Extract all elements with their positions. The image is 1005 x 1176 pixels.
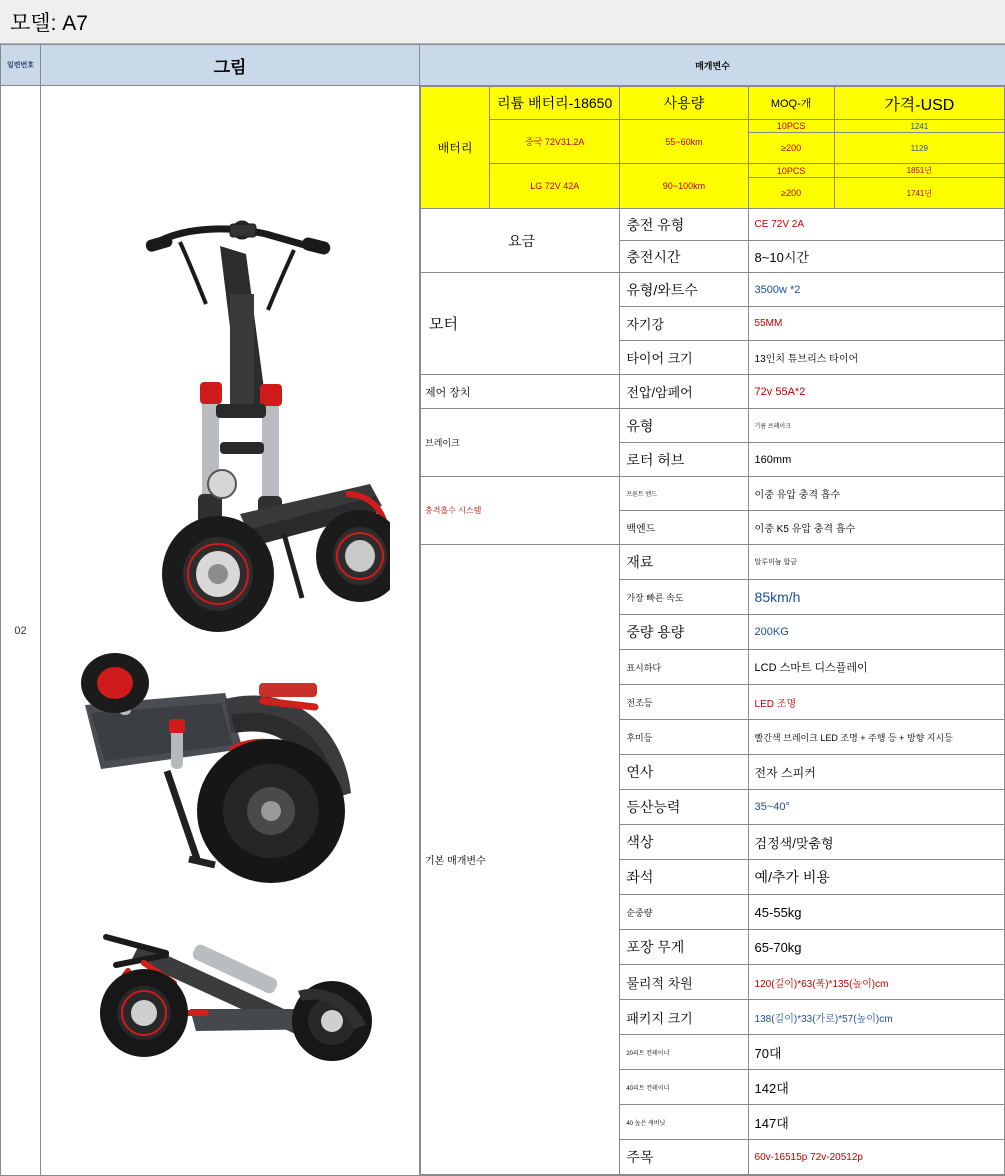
spec-key-brake-type: 유형 — [620, 409, 748, 443]
spec-row-shock-front — [421, 477, 1005, 511]
spec-value-taillight: 빨간색 브레이크 LED 조명 + 주행 등 + 방향 지시등 — [748, 720, 1004, 755]
spec-value-speaker: 전자 스피커 — [748, 755, 1004, 790]
battery-price-1-a: 1241 — [834, 120, 1004, 133]
product-images-cell — [41, 86, 420, 1176]
spec-key-magnet: 자기강 — [620, 307, 748, 341]
battery-price-2-b: 1741년 — [834, 178, 1004, 209]
battery-row-2a — [421, 164, 1005, 178]
spec-key-40ft: 40피트 컨테이너 — [620, 1070, 748, 1105]
spec-table — [0, 44, 1005, 1176]
battery-type-2: LG 72V 42A — [490, 164, 620, 209]
spec-key-rotor: 로터 허브 — [620, 443, 748, 477]
column-header-image: 그림 — [41, 45, 420, 86]
spec-value-gross-weight: 65-70kg — [748, 930, 1004, 965]
spec-key-package-size: 패키지 크기 — [620, 1000, 748, 1035]
spec-row-controller — [421, 375, 1005, 409]
parameters-cell — [420, 86, 1005, 1176]
spec-key-net-weight: 순중량 — [620, 895, 748, 930]
spec-value-shock-rear: 이중 K5 유압 충격 흡수 — [748, 511, 1004, 545]
table-header-row — [1, 45, 1005, 86]
battery-moq-1-b: ≥200 — [748, 133, 834, 164]
spec-key-charge-type: 충전 유형 — [620, 209, 748, 241]
scooter-folded-image — [70, 917, 390, 1067]
battery-col-moq: MOQ-개 — [748, 87, 834, 120]
spec-value-20ft: 70대 — [748, 1035, 1004, 1070]
spec-group-shock: 충격흡수 시스템 — [421, 477, 620, 545]
spec-value-40hq: 147대 — [748, 1105, 1004, 1140]
battery-col-type: 리튬 배터리-18650 — [490, 87, 620, 120]
spec-value-voltage: 72v 55A*2 — [748, 375, 1004, 409]
spec-key-load: 중량 용량 — [620, 615, 748, 650]
spec-value-note: 60v-16515p 72v-20512p — [748, 1140, 1004, 1175]
battery-price-2-a: 1851년 — [834, 164, 1004, 178]
spec-key-charge-time: 충전시간 — [620, 241, 748, 273]
battery-price-1-b: 1129 — [834, 133, 1004, 164]
battery-row-1a — [421, 120, 1005, 133]
spec-value-brake-type: 기름 브레이크 — [748, 409, 1004, 443]
spec-value-magnet: 55MM — [748, 307, 1004, 341]
battery-header-row — [421, 87, 1005, 120]
spec-group-basic: 기본 매개변수 — [421, 545, 620, 1175]
battery-group-label: 배터리 — [421, 87, 490, 209]
battery-type-1: 중국 72V31.2A — [490, 120, 620, 164]
spec-value-rotor: 160mm — [748, 443, 1004, 477]
spec-value-display: LCD 스마트 디스플레이 — [748, 650, 1004, 685]
spec-key-dimension: 물리적 차원 — [620, 965, 748, 1000]
spec-value-motor-watt: 3500w *2 — [748, 273, 1004, 307]
spec-row-material — [421, 545, 1005, 580]
spec-key-material: 재료 — [620, 545, 748, 580]
spec-key-display: 표시하다 — [620, 650, 748, 685]
spec-key-gross-weight: 포장 무게 — [620, 930, 748, 965]
spec-key-seat: 좌석 — [620, 860, 748, 895]
spec-key-shock-front: 프론트 엔드 — [620, 477, 748, 511]
battery-moq-2-a: 10PCS — [748, 164, 834, 178]
spec-key-headlight: 전조등 — [620, 685, 748, 720]
spec-key-40hq: 40 높은 캐비닛 — [620, 1105, 748, 1140]
spec-row-brake-type — [421, 409, 1005, 443]
spec-group-brake: 브레이크 — [421, 409, 620, 477]
spec-value-shock-front: 이중 유압 충격 흡수 — [748, 477, 1004, 511]
battery-col-price: 가격-USD — [834, 87, 1004, 120]
spec-value-dimension: 120(길이)*63(폭)*135(높이)cm — [748, 965, 1004, 1000]
taillight — [259, 683, 317, 697]
parameters-table — [420, 86, 1005, 1175]
scooter-rear-image — [75, 653, 385, 913]
model-header-bar — [0, 0, 1005, 44]
spec-value-color: 검정색/맞춤형 — [748, 825, 1004, 860]
spec-key-shock-rear: 백엔드 — [620, 511, 748, 545]
row-index: 02 — [1, 86, 41, 1176]
spec-value-seat: 예/추가 비용 — [748, 860, 1004, 895]
model-title: 모델: A7 — [10, 7, 88, 37]
spec-value-headlight: LED 조명 — [748, 685, 1004, 720]
spec-key-color: 색상 — [620, 825, 748, 860]
spec-value-charge-time: 8~10시간 — [748, 241, 1004, 273]
spec-key-taillight: 후미등 — [620, 720, 748, 755]
spec-key-note: 주목 — [620, 1140, 748, 1175]
product-row — [1, 86, 1005, 1176]
spec-group-controller: 제어 장치 — [421, 375, 620, 409]
spec-value-climb: 35~40° — [748, 790, 1004, 825]
column-header-parameters: 매개변수 — [420, 45, 1005, 86]
spec-key-climb: 등산능력 — [620, 790, 748, 825]
spec-value-40ft: 142대 — [748, 1070, 1004, 1105]
spec-value-load: 200KG — [748, 615, 1004, 650]
spec-row-motor-watt — [421, 273, 1005, 307]
spec-key-voltage: 전압/암페어 — [620, 375, 748, 409]
spec-key-speaker: 연사 — [620, 755, 748, 790]
spec-group-charge: 요금 — [421, 209, 620, 273]
column-header-no: 일련번호 — [1, 45, 41, 86]
spec-value-material: 알루미늄 합금 — [748, 545, 1004, 580]
spec-key-tire: 타이어 크기 — [620, 341, 748, 375]
spec-key-motor-watt: 유형/와트수 — [620, 273, 748, 307]
battery-range-2: 90~100km — [620, 164, 748, 209]
battery-moq-2-b: ≥200 — [748, 178, 834, 209]
spec-group-motor: 모터 — [421, 273, 620, 375]
battery-moq-1-a: 10PCS — [748, 120, 834, 133]
spec-value-charge-type: CE 72V 2A — [748, 209, 1004, 241]
spec-value-top-speed: 85km/h — [748, 580, 1004, 615]
battery-col-range: 사용량 — [620, 87, 748, 120]
scooter-front-image — [70, 194, 390, 649]
spec-key-20ft: 20피트 컨테이너 — [620, 1035, 748, 1070]
spec-value-tire: 13인치 튜브리스 타이어 — [748, 341, 1004, 375]
spec-row-charge-type — [421, 209, 1005, 241]
spec-value-package-size: 138(길이)*33(가로)*57(높이)cm — [748, 1000, 1004, 1035]
battery-range-1: 55~60km — [620, 120, 748, 164]
spec-key-top-speed: 가장 빠른 속도 — [620, 580, 748, 615]
spec-value-net-weight: 45-55kg — [748, 895, 1004, 930]
